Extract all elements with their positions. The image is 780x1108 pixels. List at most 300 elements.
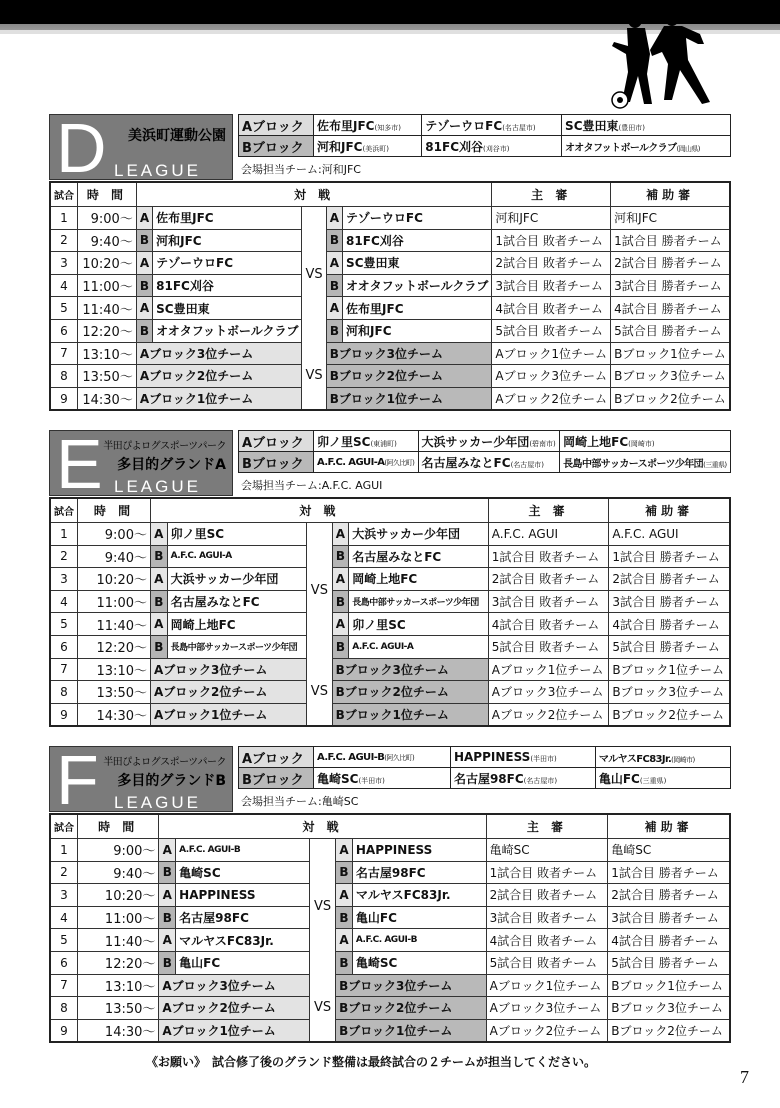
right-team: Bブロック1位チーム bbox=[332, 703, 488, 726]
referee: 1試合目 敗者チーム bbox=[492, 229, 611, 252]
right-block-tag: A bbox=[326, 252, 342, 275]
right-team: 亀崎SC bbox=[352, 951, 486, 974]
assistant-referee: 3試合目 勝者チーム bbox=[608, 906, 730, 929]
assistant-referee: Bブロック1位チーム bbox=[608, 974, 730, 997]
match-number: 2 bbox=[50, 861, 78, 884]
referee: A.F.C. AGUI bbox=[488, 523, 609, 546]
match-row bbox=[50, 951, 730, 974]
match-time: 9:40～ bbox=[78, 545, 151, 568]
final-match-row bbox=[50, 342, 730, 365]
left-team: 佐布里JFC bbox=[153, 207, 302, 230]
block-a-row bbox=[239, 431, 731, 452]
block-b-team: 長島中部サッカースポーツ少年団(三重県) bbox=[560, 452, 731, 473]
block-a-team: HAPPINESS(半田市) bbox=[450, 747, 595, 768]
left-team: A.F.C. AGUI-B bbox=[176, 839, 310, 862]
final-match-row bbox=[50, 1019, 730, 1042]
left-block-tag: A bbox=[159, 929, 176, 952]
assistant-referee: 5試合目 勝者チーム bbox=[609, 635, 730, 658]
vs-label: VS bbox=[309, 839, 335, 975]
match-row bbox=[50, 229, 730, 252]
match-row bbox=[50, 839, 730, 862]
final-match-row bbox=[50, 997, 730, 1020]
venue-name: 美浜町運動公園 bbox=[128, 128, 226, 144]
match-row bbox=[50, 297, 730, 320]
assistant-referee: 4試合目 勝者チーム bbox=[608, 929, 730, 952]
match-number: 5 bbox=[50, 613, 78, 636]
right-team: Bブロック3位チーム bbox=[336, 974, 487, 997]
right-team: Bブロック2位チーム bbox=[332, 681, 488, 704]
match-row bbox=[50, 523, 730, 546]
right-block-tag: B bbox=[326, 319, 342, 342]
left-team: Aブロック2位チーム bbox=[159, 997, 310, 1020]
left-block-tag: A bbox=[159, 839, 176, 862]
left-team: テゾーウロFC bbox=[153, 252, 302, 275]
col-match: 対 戦 bbox=[136, 182, 492, 207]
schedule-table bbox=[49, 181, 731, 411]
right-team: SC豊田東 bbox=[343, 252, 492, 275]
left-team: 河和JFC bbox=[153, 229, 302, 252]
match-row bbox=[50, 635, 730, 658]
league-badge bbox=[49, 109, 233, 187]
venue-team: 会場担当チーム:A.F.C. AGUI bbox=[241, 479, 383, 492]
match-time: 11:00～ bbox=[78, 274, 137, 297]
left-block-tag: B bbox=[150, 545, 167, 568]
left-block-tag: B bbox=[136, 319, 152, 342]
right-team: Bブロック1位チーム bbox=[336, 1019, 487, 1042]
right-team: 81FC刈谷 bbox=[343, 229, 492, 252]
match-time: 12:20～ bbox=[78, 319, 137, 342]
match-time: 11:40～ bbox=[78, 297, 137, 320]
left-block-tag: B bbox=[150, 590, 167, 613]
final-match-row bbox=[50, 658, 730, 681]
match-number: 4 bbox=[50, 590, 78, 613]
block-table bbox=[238, 430, 731, 473]
assistant-referee: 1試合目 勝者チーム bbox=[608, 861, 730, 884]
league-header bbox=[49, 425, 731, 503]
left-team: A.F.C. AGUI-A bbox=[167, 545, 307, 568]
referee: Aブロック3位チーム bbox=[492, 365, 611, 388]
right-block-tag: B bbox=[326, 274, 342, 297]
right-block-tag: B bbox=[332, 545, 349, 568]
referee: 5試合目 敗者チーム bbox=[492, 319, 611, 342]
match-number: 4 bbox=[50, 274, 78, 297]
block-b-label: Bブロック bbox=[239, 136, 314, 157]
referee: Aブロック1位チーム bbox=[492, 342, 611, 365]
referee: 5試合目 敗者チーム bbox=[486, 951, 608, 974]
assistant-referee: 1試合目 勝者チーム bbox=[609, 545, 730, 568]
league-f-section bbox=[49, 741, 731, 1041]
assistant-referee: Bブロック1位チーム bbox=[609, 658, 730, 681]
block-a-team: テゾーウロFC(名古屋市) bbox=[422, 115, 562, 136]
match-row bbox=[50, 207, 730, 230]
match-row bbox=[50, 613, 730, 636]
vs-label: VS bbox=[307, 658, 332, 726]
block-a-row bbox=[239, 115, 731, 136]
left-block-tag: A bbox=[159, 884, 176, 907]
right-team: Bブロック3位チーム bbox=[332, 658, 488, 681]
league-badge bbox=[49, 425, 233, 503]
block-a-team: SC豊田東(豊田市) bbox=[562, 115, 731, 136]
assistant-referee: 3試合目 勝者チーム bbox=[611, 274, 730, 297]
match-time: 12:20～ bbox=[78, 635, 151, 658]
assistant-referee: Bブロック2位チーム bbox=[609, 703, 730, 726]
referee: 4試合目 敗者チーム bbox=[486, 929, 608, 952]
right-team: 河和JFC bbox=[343, 319, 492, 342]
left-block-tag: B bbox=[159, 861, 176, 884]
assistant-referee: 2試合目 勝者チーム bbox=[611, 252, 730, 275]
left-team: 亀崎SC bbox=[176, 861, 310, 884]
match-time: 10:20～ bbox=[78, 568, 151, 591]
block-b-row bbox=[239, 136, 731, 157]
schedule-header-row bbox=[50, 498, 730, 523]
match-time: 10:20～ bbox=[78, 252, 137, 275]
match-row bbox=[50, 884, 730, 907]
right-team: 岡崎上地FC bbox=[349, 568, 489, 591]
right-team: 佐布里JFC bbox=[343, 297, 492, 320]
match-time: 11:00～ bbox=[78, 590, 151, 613]
left-team: Aブロック2位チーム bbox=[150, 681, 306, 704]
col-referee: 主 審 bbox=[488, 498, 609, 523]
right-block-tag: B bbox=[326, 229, 342, 252]
league-letter: F bbox=[56, 741, 99, 819]
venue-park-name: 半田ぴよログスポーツパーク bbox=[103, 757, 226, 768]
right-block-tag: A bbox=[336, 929, 353, 952]
assistant-referee: 亀崎SC bbox=[608, 839, 730, 862]
league-letter: E bbox=[56, 425, 103, 503]
match-number: 2 bbox=[50, 229, 78, 252]
col-match-no: 試合 bbox=[50, 814, 78, 839]
final-match-row bbox=[50, 387, 730, 410]
final-match-row bbox=[50, 681, 730, 704]
block-b-team: 名古屋みなとFC(名古屋市) bbox=[418, 452, 560, 473]
right-block-tag: B bbox=[332, 635, 349, 658]
match-time: 11:40～ bbox=[78, 929, 159, 952]
col-time: 時 間 bbox=[78, 182, 137, 207]
referee: 5試合目 敗者チーム bbox=[488, 635, 609, 658]
schedule-header-row bbox=[50, 182, 730, 207]
block-b-team: 名古屋98FC(名古屋市) bbox=[450, 768, 595, 789]
assistant-referee: 5試合目 勝者チーム bbox=[608, 951, 730, 974]
match-number: 7 bbox=[50, 342, 78, 365]
assistant-referee: Bブロック1位チーム bbox=[611, 342, 730, 365]
right-team: A.F.C. AGUI-B bbox=[352, 929, 486, 952]
left-team: HAPPINESS bbox=[176, 884, 310, 907]
match-time: 9:00～ bbox=[78, 839, 159, 862]
left-block-tag: B bbox=[159, 906, 176, 929]
assistant-referee: 河和JFC bbox=[611, 207, 730, 230]
league-word: LEAGUE bbox=[114, 477, 201, 496]
match-row bbox=[50, 252, 730, 275]
match-number: 9 bbox=[50, 387, 78, 410]
right-block-tag: B bbox=[332, 590, 349, 613]
assistant-referee: 5試合目 勝者チーム bbox=[611, 319, 730, 342]
block-b-label: Bブロック bbox=[239, 452, 314, 473]
venue-name bbox=[103, 752, 226, 790]
assistant-referee: Bブロック3位チーム bbox=[608, 997, 730, 1020]
left-block-tag: A bbox=[136, 297, 152, 320]
right-block-tag: A bbox=[326, 297, 342, 320]
block-a-team: A.F.C. AGUI-B(阿久比町) bbox=[314, 747, 451, 768]
referee: 亀崎SC bbox=[486, 839, 608, 862]
right-team: Bブロック2位チーム bbox=[326, 365, 492, 388]
referee: 2試合目 敗者チーム bbox=[486, 884, 608, 907]
schedule-header-row bbox=[50, 814, 730, 839]
league-e-section bbox=[49, 425, 731, 725]
left-team: 長島中部サッカースポーツ少年団 bbox=[167, 635, 307, 658]
right-team: マルヤスFC83Jr. bbox=[352, 884, 486, 907]
referee: 1試合目 敗者チーム bbox=[486, 861, 608, 884]
right-team: 長島中部サッカースポーツ少年団 bbox=[349, 590, 489, 613]
block-b-label: Bブロック bbox=[239, 768, 314, 789]
match-time: 12:20～ bbox=[78, 951, 159, 974]
final-match-row bbox=[50, 365, 730, 388]
match-row bbox=[50, 906, 730, 929]
assistant-referee: A.F.C. AGUI bbox=[609, 523, 730, 546]
right-block-tag: A bbox=[332, 523, 349, 546]
right-team: 名古屋98FC bbox=[352, 861, 486, 884]
left-team: 大浜サッカー少年団 bbox=[167, 568, 307, 591]
match-number: 1 bbox=[50, 207, 78, 230]
venue-name bbox=[103, 436, 226, 474]
left-team: Aブロック3位チーム bbox=[159, 974, 310, 997]
col-time: 時 間 bbox=[78, 814, 159, 839]
assistant-referee: Bブロック3位チーム bbox=[609, 681, 730, 704]
referee: 4試合目 敗者チーム bbox=[488, 613, 609, 636]
vs-label: VS bbox=[309, 974, 335, 1042]
left-team: 亀山FC bbox=[176, 951, 310, 974]
league-header bbox=[49, 109, 731, 187]
match-time: 10:20～ bbox=[78, 884, 159, 907]
match-row bbox=[50, 861, 730, 884]
league-header bbox=[49, 741, 731, 819]
col-referee: 主 審 bbox=[492, 182, 611, 207]
right-block-tag: B bbox=[336, 861, 353, 884]
right-block-tag: A bbox=[332, 568, 349, 591]
assistant-referee: Bブロック2位チーム bbox=[608, 1019, 730, 1042]
col-match: 対 戦 bbox=[150, 498, 488, 523]
left-team: 岡崎上地FC bbox=[167, 613, 307, 636]
block-b-team: 81FC刈谷(刈谷市) bbox=[422, 136, 562, 157]
final-match-row bbox=[50, 974, 730, 997]
col-match-no: 試合 bbox=[50, 182, 78, 207]
assistant-referee: 2試合目 勝者チーム bbox=[608, 884, 730, 907]
match-time: 9:40～ bbox=[78, 861, 159, 884]
match-number: 8 bbox=[50, 681, 78, 704]
assistant-referee: Bブロック3位チーム bbox=[611, 365, 730, 388]
block-a-team: 岡崎上地FC(岡崎市) bbox=[560, 431, 731, 452]
col-assistant: 補助審 bbox=[609, 498, 730, 523]
right-team: 名古屋みなとFC bbox=[349, 545, 489, 568]
league-badge bbox=[49, 741, 233, 819]
block-a-label: Aブロック bbox=[239, 431, 314, 452]
referee: 1試合目 敗者チーム bbox=[488, 545, 609, 568]
league-d-section bbox=[49, 109, 731, 409]
right-team: オオタフットボールクラブ bbox=[343, 274, 492, 297]
left-block-tag: A bbox=[150, 613, 167, 636]
match-number: 5 bbox=[50, 297, 78, 320]
referee: Aブロック3位チーム bbox=[486, 997, 608, 1020]
right-block-tag: B bbox=[336, 951, 353, 974]
referee: 4試合目 敗者チーム bbox=[492, 297, 611, 320]
match-number: 3 bbox=[50, 884, 78, 907]
block-b-team: オオタフットボールクラブ(岡山県) bbox=[562, 136, 731, 157]
match-number: 2 bbox=[50, 545, 78, 568]
left-block-tag: A bbox=[150, 568, 167, 591]
block-a-team: 大浜サッカー少年団(碧南市) bbox=[418, 431, 560, 452]
left-team: SC豊田東 bbox=[153, 297, 302, 320]
league-letter: D bbox=[56, 109, 107, 187]
right-team: 卯ノ里SC bbox=[349, 613, 489, 636]
match-number: 9 bbox=[50, 703, 78, 726]
col-time: 時 間 bbox=[78, 498, 151, 523]
block-b-team: A.F.C. AGUI-A(阿久比町) bbox=[314, 452, 419, 473]
referee: 3試合目 敗者チーム bbox=[492, 274, 611, 297]
referee: Aブロック2位チーム bbox=[492, 387, 611, 410]
right-block-tag: A bbox=[336, 839, 353, 862]
referee: Aブロック1位チーム bbox=[486, 974, 608, 997]
right-team: 亀山FC bbox=[352, 906, 486, 929]
schedule-table bbox=[49, 497, 731, 727]
match-row bbox=[50, 545, 730, 568]
left-team: Aブロック3位チーム bbox=[136, 342, 302, 365]
vs-label: VS bbox=[302, 207, 326, 343]
league-word: LEAGUE bbox=[114, 793, 201, 812]
match-row bbox=[50, 274, 730, 297]
referee: 2試合目 敗者チーム bbox=[492, 252, 611, 275]
match-time: 14:30～ bbox=[78, 1019, 159, 1042]
match-time: 9:00～ bbox=[78, 523, 151, 546]
match-row bbox=[50, 929, 730, 952]
match-row bbox=[50, 590, 730, 613]
referee: 3試合目 敗者チーム bbox=[488, 590, 609, 613]
venue-ground-name: 多目的グランドA bbox=[117, 457, 226, 473]
block-a-label: Aブロック bbox=[239, 747, 314, 768]
left-block-tag: A bbox=[150, 523, 167, 546]
right-block-tag: A bbox=[336, 884, 353, 907]
match-time: 9:00～ bbox=[78, 207, 137, 230]
left-block-tag: B bbox=[136, 274, 152, 297]
match-time: 14:30～ bbox=[78, 703, 151, 726]
left-team: Aブロック1位チーム bbox=[136, 387, 302, 410]
referee: Aブロック1位チーム bbox=[488, 658, 609, 681]
block-b-team: 河和JFC(美浜町) bbox=[314, 136, 422, 157]
block-a-label: Aブロック bbox=[239, 115, 314, 136]
final-match-row bbox=[50, 703, 730, 726]
venue-team: 会場担当チーム:河和JFC bbox=[241, 163, 361, 176]
right-team: テゾーウロFC bbox=[343, 207, 492, 230]
col-match: 対 戦 bbox=[159, 814, 486, 839]
match-number: 6 bbox=[50, 635, 78, 658]
assistant-referee: 2試合目 勝者チーム bbox=[609, 568, 730, 591]
right-block-tag: A bbox=[332, 613, 349, 636]
match-time: 9:40～ bbox=[78, 229, 137, 252]
left-team: マルヤスFC83Jr. bbox=[176, 929, 310, 952]
venue-park-name: 半田ぴよログスポーツパーク bbox=[103, 441, 226, 452]
match-number: 3 bbox=[50, 252, 78, 275]
match-number: 1 bbox=[50, 839, 78, 862]
assistant-referee: Bブロック2位チーム bbox=[611, 387, 730, 410]
match-time: 13:10～ bbox=[78, 974, 159, 997]
block-b-team: 亀山FC(三重県) bbox=[595, 768, 730, 789]
referee: Aブロック3位チーム bbox=[488, 681, 609, 704]
referee: 2試合目 敗者チーム bbox=[488, 568, 609, 591]
block-b-team: 亀崎SC(半田市) bbox=[314, 768, 451, 789]
left-block-tag: A bbox=[136, 252, 152, 275]
col-referee: 主 審 bbox=[486, 814, 608, 839]
left-team: オオタフットボールクラブ bbox=[153, 319, 302, 342]
left-block-tag: B bbox=[136, 229, 152, 252]
match-time: 11:00～ bbox=[78, 906, 159, 929]
block-table bbox=[238, 114, 731, 157]
assistant-referee: 3試合目 勝者チーム bbox=[609, 590, 730, 613]
match-row bbox=[50, 319, 730, 342]
assistant-referee: 4試合目 勝者チーム bbox=[609, 613, 730, 636]
match-time: 11:40～ bbox=[78, 613, 151, 636]
match-number: 5 bbox=[50, 929, 78, 952]
venue-team: 会場担当チーム:亀崎SC bbox=[241, 795, 359, 808]
col-match-no: 試合 bbox=[50, 498, 78, 523]
left-block-tag: B bbox=[159, 951, 176, 974]
vs-label: VS bbox=[302, 342, 326, 410]
match-number: 9 bbox=[50, 1019, 78, 1042]
left-team: 81FC刈谷 bbox=[153, 274, 302, 297]
referee: 河和JFC bbox=[492, 207, 611, 230]
referee: Aブロック2位チーム bbox=[486, 1019, 608, 1042]
right-block-tag: A bbox=[326, 207, 342, 230]
match-number: 4 bbox=[50, 906, 78, 929]
left-team: Aブロック2位チーム bbox=[136, 365, 302, 388]
schedule-table bbox=[49, 813, 731, 1043]
left-team: 卯ノ里SC bbox=[167, 523, 307, 546]
footer-note: 《お願い》 試合修了後のグランド整備は最終試合の２チームが担当してください。 bbox=[146, 1055, 597, 1069]
match-number: 7 bbox=[50, 974, 78, 997]
match-number: 7 bbox=[50, 658, 78, 681]
match-number: 3 bbox=[50, 568, 78, 591]
match-number: 6 bbox=[50, 951, 78, 974]
right-block-tag: B bbox=[336, 906, 353, 929]
assistant-referee: 4試合目 勝者チーム bbox=[611, 297, 730, 320]
match-time: 13:50～ bbox=[78, 365, 137, 388]
soccer-players-icon bbox=[600, 4, 730, 112]
match-time: 13:50～ bbox=[78, 997, 159, 1020]
match-time: 13:10～ bbox=[78, 342, 137, 365]
block-b-row bbox=[239, 768, 731, 789]
referee: Aブロック2位チーム bbox=[488, 703, 609, 726]
right-team: HAPPINESS bbox=[352, 839, 486, 862]
block-a-row bbox=[239, 747, 731, 768]
left-block-tag: B bbox=[150, 635, 167, 658]
col-assistant: 補助審 bbox=[611, 182, 730, 207]
match-number: 8 bbox=[50, 997, 78, 1020]
left-team: Aブロック3位チーム bbox=[150, 658, 306, 681]
block-a-team: 佐布里JFC(知多市) bbox=[314, 115, 422, 136]
right-team: Bブロック3位チーム bbox=[326, 342, 492, 365]
match-number: 1 bbox=[50, 523, 78, 546]
page-number: 7 bbox=[740, 1067, 749, 1087]
match-time: 14:30～ bbox=[78, 387, 137, 410]
left-team: 名古屋98FC bbox=[176, 906, 310, 929]
left-team: Aブロック1位チーム bbox=[150, 703, 306, 726]
right-team: A.F.C. AGUI-A bbox=[349, 635, 489, 658]
match-time: 13:50～ bbox=[78, 681, 151, 704]
right-team: Bブロック1位チーム bbox=[326, 387, 492, 410]
vs-label: VS bbox=[307, 523, 332, 659]
referee: 3試合目 敗者チーム bbox=[486, 906, 608, 929]
match-number: 8 bbox=[50, 365, 78, 388]
left-team: 名古屋みなとFC bbox=[167, 590, 307, 613]
league-word: LEAGUE bbox=[114, 161, 201, 180]
col-assistant: 補助審 bbox=[608, 814, 730, 839]
